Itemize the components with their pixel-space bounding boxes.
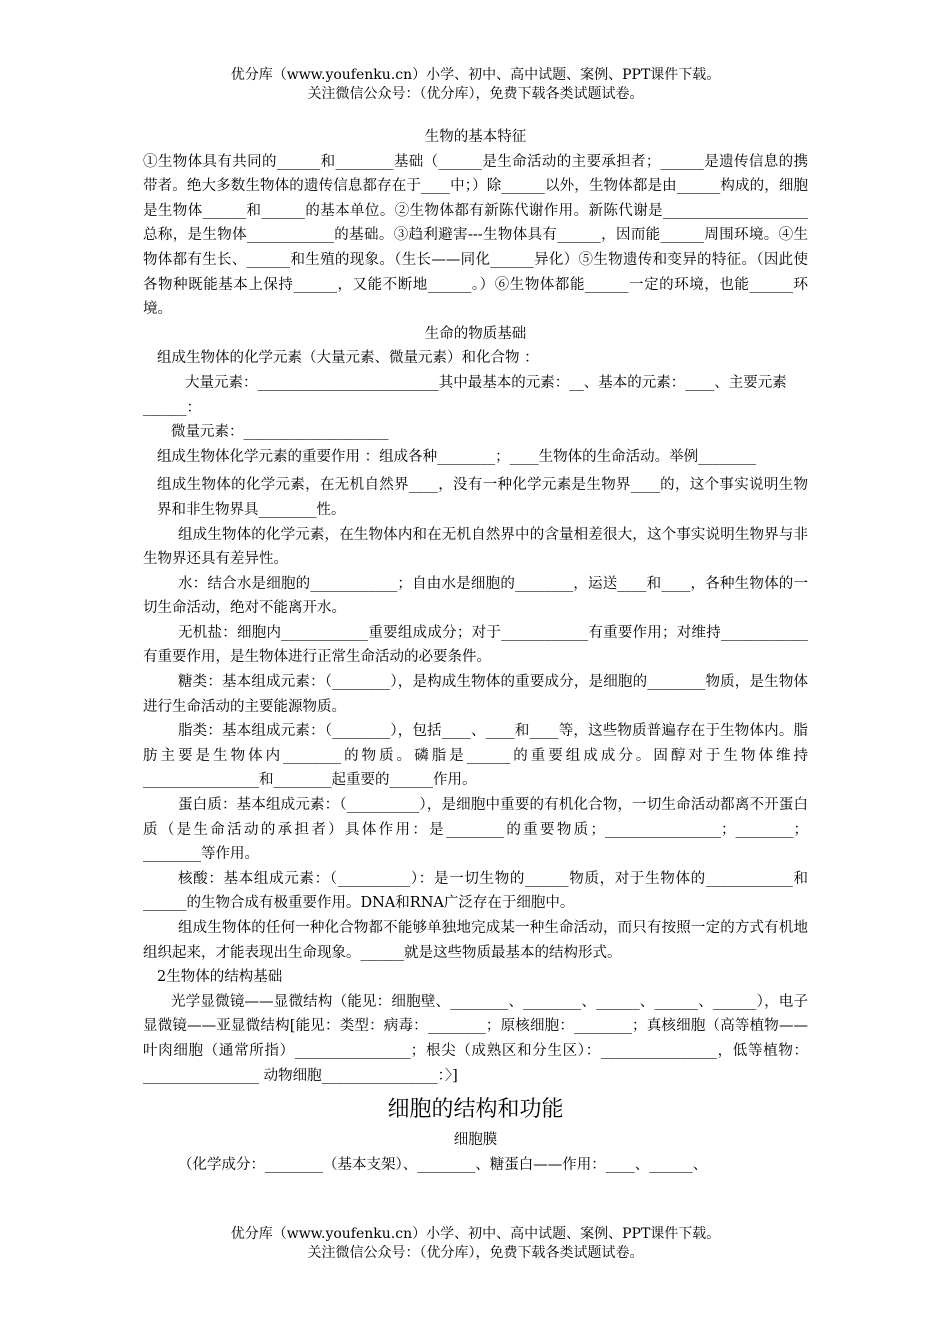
micro-elements-line: 微量元素：____________________ [171,424,389,441]
salt-paragraph: 无机盐：细胞内____________重要组成成分；对于____________有重要作用；对维持____________有重要作用，是生物体进行正常生命活动的必要条件。 [143,624,808,666]
difference-paragraph: 组成生物体的化学元素，在生物体内和在无机自然界中的含量相差很大，这个事实说明生物界与非生物界还具有差异性。 [143,526,808,568]
elements-role-line: 组成生物体化学元素的重要作用 ：组成各种________；____生物体的生命活动。举例________ [157,448,757,465]
sugar-paragraph: 糖类：基本组成元素：（________），是构成生物体的重要成分，是细胞的________物质，是生物体进行生命活动的主要能源物质。 [143,674,808,715]
nucleic-paragraph: 核酸：基本组成元素：（__________）：是一切生物的______物质，对于生物体的____________和______的生物合成有极重要作用。DNA和RNA广泛存在于细胞中。 [143,870,808,912]
macro-elements-text: 大量元素：_________________________其中最基本的元素：__、基本的元素：____、主要元素______： [143,374,787,416]
protein-paragraph: 蛋白质：基本组成元素：（__________），是细胞中重要的有机化合物，一切生命活动都离不开蛋白质（是生命活动的承担者）具体作用：是________的重要物质；________________；________；________等作用。 [143,797,808,863]
page-footer [143,1225,808,1263]
cell-membrane-subtitle: 细胞膜 [453,1132,498,1149]
section-title-structure-basis: 2生物体的结构基础 [157,969,283,986]
organization-paragraph: 组成生物体的任何一种化合物都不能够单独地完成某一种生命活动，而只有按照一定的方式有机地组织起来，才能表现出生命现象。______就是这些物质最基本的结构形式。 [143,920,808,961]
section-title-cell-structure: 细胞的结构和功能 [387,1097,564,1123]
elements-heading: 组成生物体的化学元素（大量元素、微量元素）和化合物 ： [157,350,539,367]
unity-paragraph: 组成生物体的化学元素，在无机自然界____，没有一种化学元素是生物界____的，这个事实说明生物界和非生物界具________性。 [157,477,808,518]
water-paragraph: 水：结合水是细胞的____________；自由水是细胞的________，运送____和____，各种生物体的一切生命活动，绝对不能离开水。 [143,575,808,617]
basic-features-paragraph: ①生物体具有共同的______和________基础（______是生命活动的主要承担者；______是遗传信息的携带者。绝大多数生物体的遗传信息都存在于____中；）除______以外，生物体都是由______构成的，细胞是生物体______和______的基本单位。②生物体都有新陈代谢作用。新陈代谢是____________________总称，是生物体____________的基础。③趋利避害---生物体具有______，因而能______周围环境。④生物体都有生长、______和生殖的现象。（生长——同化______异化）⑤生物遗传和变异的特征。（因此使各物种既能基本上保持______，又能不断地______。）⑥生物体都能______一定的环境，也能______环境。 [143,153,808,318]
page-header [143,66,808,104]
document-body [143,125,808,1177]
macro-elements-line [143,371,808,420]
footer-line-1: 优分库（www.youfenku.cn）小学、初中、高中试题、案例、PPT课件下载。 [230,1226,721,1242]
cell-membrane-line: （化学成分：________（基本支架）、________、糖蛋白——作用：____、______、 [178,1156,708,1173]
lipid-paragraph: 脂类：基本组成元素：（________），包括____、____和____等，这些物质普遍存在于生物体内。脂肪主要是生物体内________的物质。磷脂是______的重要组成成分。固醇对于生物体维持________________和________起重要的______作用。 [143,723,808,789]
section-title-material-basis: 生命的物质基础 [424,325,527,342]
footer-line-2: 关注微信公众号：（优分库），免费下载各类试题试卷。 [307,1245,644,1261]
microscope-paragraph: 光学显微镜——显微结构（能见：细胞壁、________、________、______、______、______），电子显微镜——亚显微结构[能见：类型：病毒：________；原核细胞：________；真核细胞（高等植物——叶肉细胞（通常所指）________________；根尖（成熟区和分生区）：________________，低等植物：________________ 动物细胞________________：〉] [143,993,808,1084]
header-line-1: 优分库（www.youfenku.cn）小学、初中、高中试题、案例、PPT课件下载。 [230,67,721,83]
section-title-basic-features: 生物的基本特征 [424,129,527,145]
header-line-2: 关注微信公众号：（优分库），免费下载各类试题试卷。 [307,86,644,102]
